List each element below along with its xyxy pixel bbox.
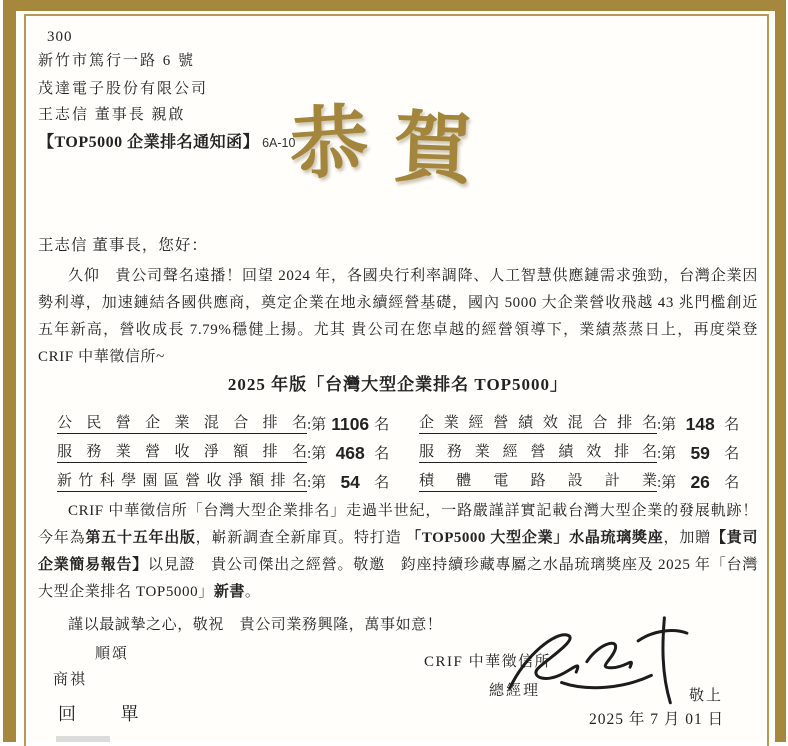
para2-bold-report: 【貴司企業簡易報告】	[38, 530, 758, 573]
para2-bold-book: 新書	[213, 584, 245, 600]
rank-suffix: 名	[374, 475, 390, 491]
para2-text: 。	[244, 584, 261, 600]
rank-suffix: 名	[374, 417, 390, 433]
ranking-row-2	[57, 434, 758, 463]
rank-suffix: 名	[724, 446, 740, 462]
rank-ic-design-industry	[419, 469, 739, 492]
para2-text: 以見證 貴公司傑出之經營。敬邀 鈞座持續珍藏專屬之水晶琉璃獎座及 2025 年「台灣大型企業排名 TOP5000」	[38, 557, 758, 600]
rank-hsinchu-science-park	[57, 469, 419, 492]
ranking-table	[57, 405, 758, 492]
rank-suffix: 名	[724, 417, 740, 433]
para2-bold-edition: 第五十五年出版	[85, 530, 196, 546]
rank-colon: :	[657, 446, 662, 462]
rank-colon: :	[307, 475, 312, 491]
paragraph-intro: 久仰 貴公司聲名遠播！回望 2024 年，各國央行利率調降、人工智慧供應鏈需求強勁，台灣企業因勢利導，加速鏈結各國供應商，奠定企業在地永續經營基礎，國內 5000 大企業營收飛越 43 兆門檻創近五年新高，營收成長 7.79%穩健上揚。尤其 貴公司在您卓越的經營領導下，業績蒸蒸日上，再度榮登 CRIF 中華徵信所~	[38, 268, 758, 365]
rank-public-private-mixed	[57, 411, 419, 434]
rank-prefix: 第	[311, 446, 327, 462]
address-block	[38, 26, 758, 128]
notice-title: 【TOP5000 企業排名通知函】	[38, 134, 260, 151]
notice-code: 6A-10	[262, 136, 296, 150]
congrats-char-1: 恭	[289, 95, 395, 190]
para2-bold-trophy: 「TOP5000 大型企業」水晶琉璃獎座	[406, 530, 664, 546]
rank-colon: :	[307, 417, 312, 433]
closing-shunsong: 順頌	[95, 646, 130, 662]
rank-label: 企業經營績效混合排名	[419, 411, 657, 434]
ranking-row-3	[57, 463, 758, 492]
rank-performance-mixed	[419, 411, 739, 434]
para2-text: ，加贈	[663, 530, 712, 546]
rank-suffix: 名	[724, 475, 740, 491]
rank-label: 服務業經營績效排名	[419, 440, 657, 463]
rank-label: 新竹科學園區營收淨額排名	[57, 469, 307, 492]
signoff-organization: CRIF 中華徵信所	[424, 654, 552, 670]
rank-value: 148	[685, 414, 715, 434]
rank-colon: :	[657, 417, 662, 433]
rank-prefix: 第	[311, 475, 327, 491]
para2-text: ，嶄新調查全新扉頁。特打造	[195, 530, 407, 546]
notice-line	[38, 131, 758, 155]
rank-suffix: 名	[374, 446, 390, 462]
rank-colon: :	[307, 446, 312, 462]
ranking-heading: 2025 年版「台灣大型企業排名 TOP5000」	[227, 375, 569, 394]
signoff-respect: 敬上	[689, 688, 724, 704]
rank-prefix: 第	[661, 446, 677, 462]
signoff-date: 2025 年 7 月 01 日	[589, 711, 725, 728]
rank-prefix: 第	[661, 417, 677, 433]
signoff-title: 總經理	[489, 683, 541, 699]
company-name: 茂達電子股份有限公司	[38, 81, 209, 97]
paragraph-detail	[38, 498, 758, 606]
rank-value: 59	[690, 443, 710, 463]
postal-code: 300	[47, 29, 73, 45]
paragraph-closing: 謹以最誠摯之心，敬祝 貴公司業務興隆，萬事如意！	[68, 617, 443, 633]
handwritten-signature-icon	[501, 611, 709, 719]
rank-label: 服務業營收淨額排名	[57, 440, 307, 463]
cutoff-artifact	[56, 736, 110, 742]
rank-colon: :	[657, 475, 662, 491]
rank-prefix: 第	[311, 417, 327, 433]
street-address: 新竹市篤行一路 6 號	[38, 53, 196, 69]
ranking-row-1	[57, 405, 758, 434]
para2-text: CRIF 中華徵信所「台灣大型企業排名」走過半世紀，一路嚴謹詳實記載台灣大型企業的發展軌跡！今年為	[38, 503, 758, 546]
rank-service-revenue	[57, 440, 419, 463]
rank-value: 1106	[331, 414, 370, 434]
recipient-line: 王志信 董事長 親啟	[38, 107, 186, 123]
rank-label: 公民營企業混合排名	[57, 411, 307, 434]
rank-label: 積體電路設計業	[419, 469, 657, 492]
closing-shangqi: 商祺	[53, 672, 88, 688]
rank-value: 54	[340, 472, 360, 492]
congrats-char-2: 賀	[392, 104, 500, 195]
reply-slip-label: 回 單	[58, 704, 159, 724]
rank-prefix: 第	[661, 475, 677, 491]
rank-value: 468	[335, 443, 365, 463]
rank-service-performance	[419, 440, 739, 463]
rank-value: 26	[690, 472, 710, 492]
greeting: 王志信 董事長，您好：	[38, 237, 208, 254]
